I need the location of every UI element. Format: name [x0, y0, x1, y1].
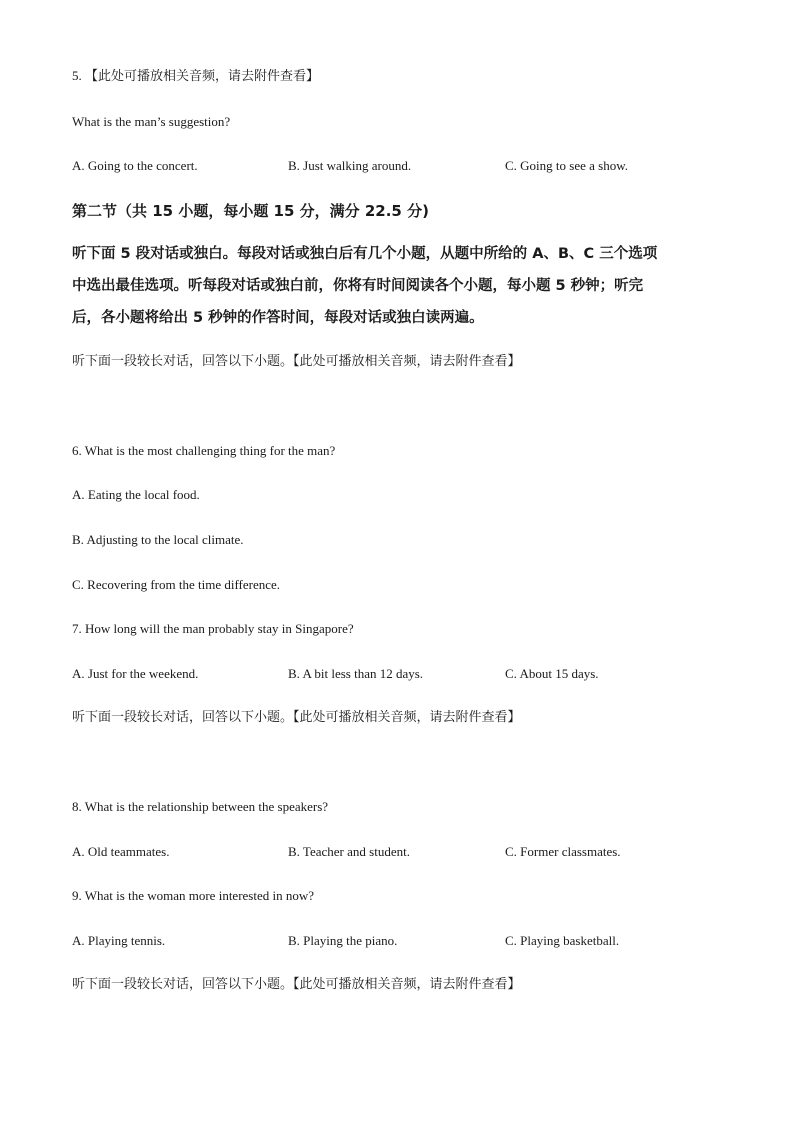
q8-option-a: A. Old teammates.	[72, 844, 170, 859]
q5-audio-note[interactable]: 【此处可播放相关音频，请去附件查看】	[85, 69, 320, 84]
q9-option-b: B. Playing the piano.	[288, 933, 398, 948]
listen-prompt[interactable]: 听下面一段较长对话，回答以下小题。【此处可播放相关音频，请去附件查看】	[72, 977, 521, 992]
q5-option-b: B. Just walking around.	[288, 158, 412, 173]
q9-option-a: A. Playing tennis.	[72, 933, 166, 948]
q7-option-c: C. About 15 days.	[505, 666, 599, 681]
q6-question: 6. What is the most challenging thing for the man?	[72, 443, 336, 458]
q7-option-b: B. A bit less than 12 days.	[288, 666, 424, 681]
section2-instruction-line: 后，各小题将给出 5 秒钟的作答时间，每段对话或独白读两遍。	[72, 310, 484, 326]
q6-option-c: C. Recovering from the time difference.	[72, 577, 281, 592]
q9-question: 9. What is the woman more interested in now?	[72, 888, 315, 903]
section2-instruction-line: 中选出最佳选项。听每段对话或独白前，你将有时间阅读各个小题，每小题 5 秒钟；听完	[72, 278, 644, 294]
q7-question: 7. How long will the man probably stay in Singapore?	[72, 621, 354, 636]
q5-option-a: A. Going to the concert.	[72, 158, 198, 173]
q8-question: 8. What is the relationship between the speakers?	[72, 799, 329, 814]
q5-option-c: C. Going to see a show.	[505, 158, 629, 173]
q7-option-a: A. Just for the weekend.	[72, 666, 199, 681]
q8-option-b: B. Teacher and student.	[288, 844, 410, 859]
q5-question: What is the man’s suggestion?	[72, 114, 231, 129]
q9-option-c: C. Playing basketball.	[505, 933, 620, 948]
section2-heading: 第二节（共 15 小题，每小题 15 分，满分 22.5 分)	[72, 202, 429, 220]
q5-number: 5.	[72, 68, 82, 83]
q6-option-b: B. Adjusting to the local climate.	[72, 532, 244, 547]
section2-instruction-line: 听下面 5 段对话或独白。每段对话或独白后有几个小题，从题中所给的 A、B、C 三个选项	[72, 246, 658, 262]
q8-option-c: C. Former classmates.	[505, 844, 621, 859]
q6-option-a: A. Eating the local food.	[72, 487, 200, 502]
q5-header	[72, 68, 319, 85]
listen-prompt[interactable]: 听下面一段较长对话，回答以下小题。【此处可播放相关音频，请去附件查看】	[72, 354, 521, 369]
listen-prompt[interactable]: 听下面一段较长对话，回答以下小题。【此处可播放相关音频，请去附件查看】	[72, 710, 521, 725]
